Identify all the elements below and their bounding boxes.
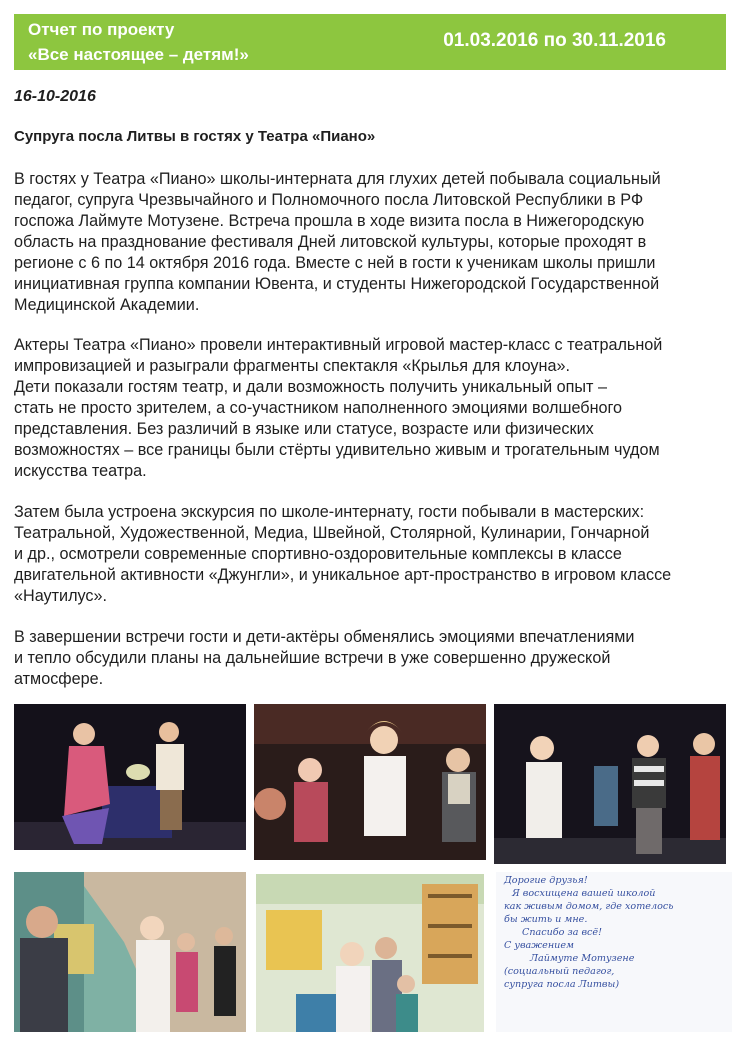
banner-title-line2: «Все настоящее – детям!»: [28, 45, 249, 64]
text-line: педагог, супруга Чрезвычайного и Полномочного посла Литовской Республики в РФ: [14, 191, 644, 209]
letter-line: Лаймуте Мотузене: [530, 953, 635, 964]
text-line: инициативная группа компании Ювента, и студенты Нижегородской Государственной: [14, 275, 660, 293]
text-line: и др., осмотрели современные спортивно-оздоровительные комплексы в классе: [14, 545, 622, 563]
text-line: двигательной активности «Джунгли», и уникальное арт-пространство в игровом классе: [14, 566, 672, 584]
text-line: импровизацией и разыграли фрагменты спектакля «Крылья для клоуна».: [14, 357, 570, 375]
text-line: Актеры Театра «Пиано» провели интерактивный игровой мастер-класс с театральной: [14, 336, 663, 354]
letter-line: Дорогие друзья!: [504, 875, 588, 886]
text-line: область на празднование фестиваля Дней литовской культуры, которые проходят в: [14, 233, 647, 251]
letter-line: как живым домом, где хотелось: [504, 901, 674, 912]
text-line: регионе с 6 по 14 октября 2016 года. Вместе с ней в гости к ученикам школы пришли: [14, 254, 656, 272]
letter-line: Спасибо за всё!: [522, 927, 602, 938]
article-paragraph-3: [14, 502, 729, 607]
photo-guests-with-actors: [254, 704, 486, 860]
photo-stage-performance: [14, 704, 246, 850]
text-line: госпожа Лаймуте Мотузене. Встреча прошла в ходе визита посла в Нижегородскую: [14, 212, 645, 230]
text-line: и тепло обсудили планы на дальнейшие встречи в уже совершенно дружеской: [14, 649, 611, 667]
letter-line: С уважением: [504, 940, 574, 951]
article-headline: Супруга посла Литвы в гостях у Театра «Пиано»: [14, 128, 376, 145]
text-line: В гостях у Театра «Пиано» школы-интерната для глухих детей побывала социальный: [14, 170, 661, 188]
handwritten-letter: [496, 872, 732, 1032]
photo-art-space-classroom: [256, 874, 484, 1032]
text-line: Театральной, Художественной, Медиа, Швейной, Столярной, Кулинарии, Гончарной: [14, 524, 650, 542]
banner-title-line1: Отчет по проекту: [28, 20, 175, 39]
letter-line: бы жить и мне.: [504, 914, 588, 925]
text-line: атмосфере.: [14, 670, 104, 688]
text-line: «Наутилус».: [14, 587, 108, 605]
text-line: возможностях – все границы были стёрты удивительно живым и трогательным чудом: [14, 441, 660, 459]
article-date: 16-10-2016: [14, 88, 96, 105]
text-line: В завершении встречи гости и дети-актёры обменялись эмоциями впечатлениями: [14, 628, 635, 646]
text-line: Медицинской Академии.: [14, 296, 200, 314]
article-paragraph-2: [14, 335, 729, 482]
letter-line: (социальный педагог,: [504, 966, 615, 977]
letter-line: Я восхищена вашей школой: [512, 888, 656, 899]
article-paragraph-1: [14, 169, 729, 316]
photo-school-excursion: [14, 872, 246, 1032]
text-line: искусства театра.: [14, 462, 147, 480]
letter-line: супруга посла Литвы): [504, 979, 620, 990]
report-banner: [14, 14, 726, 70]
text-line: Дети показали гостям театр, и дали возможность получить уникальный опыт –: [14, 378, 607, 396]
banner-period: 01.03.2016 по 30.11.2016: [443, 30, 666, 51]
article-paragraph-4: [14, 627, 729, 690]
text-line: представления. Без различий в языке или статусе, возрасте или физических: [14, 420, 594, 438]
text-line: стать не просто зрителем, а со-участником наполненного эмоциями волшебного: [14, 399, 623, 417]
text-line: Затем была устроена экскурсия по школе-интернату, гости побывали в мастерских:: [14, 503, 645, 521]
photo-interactive-masterclass: [494, 704, 726, 864]
